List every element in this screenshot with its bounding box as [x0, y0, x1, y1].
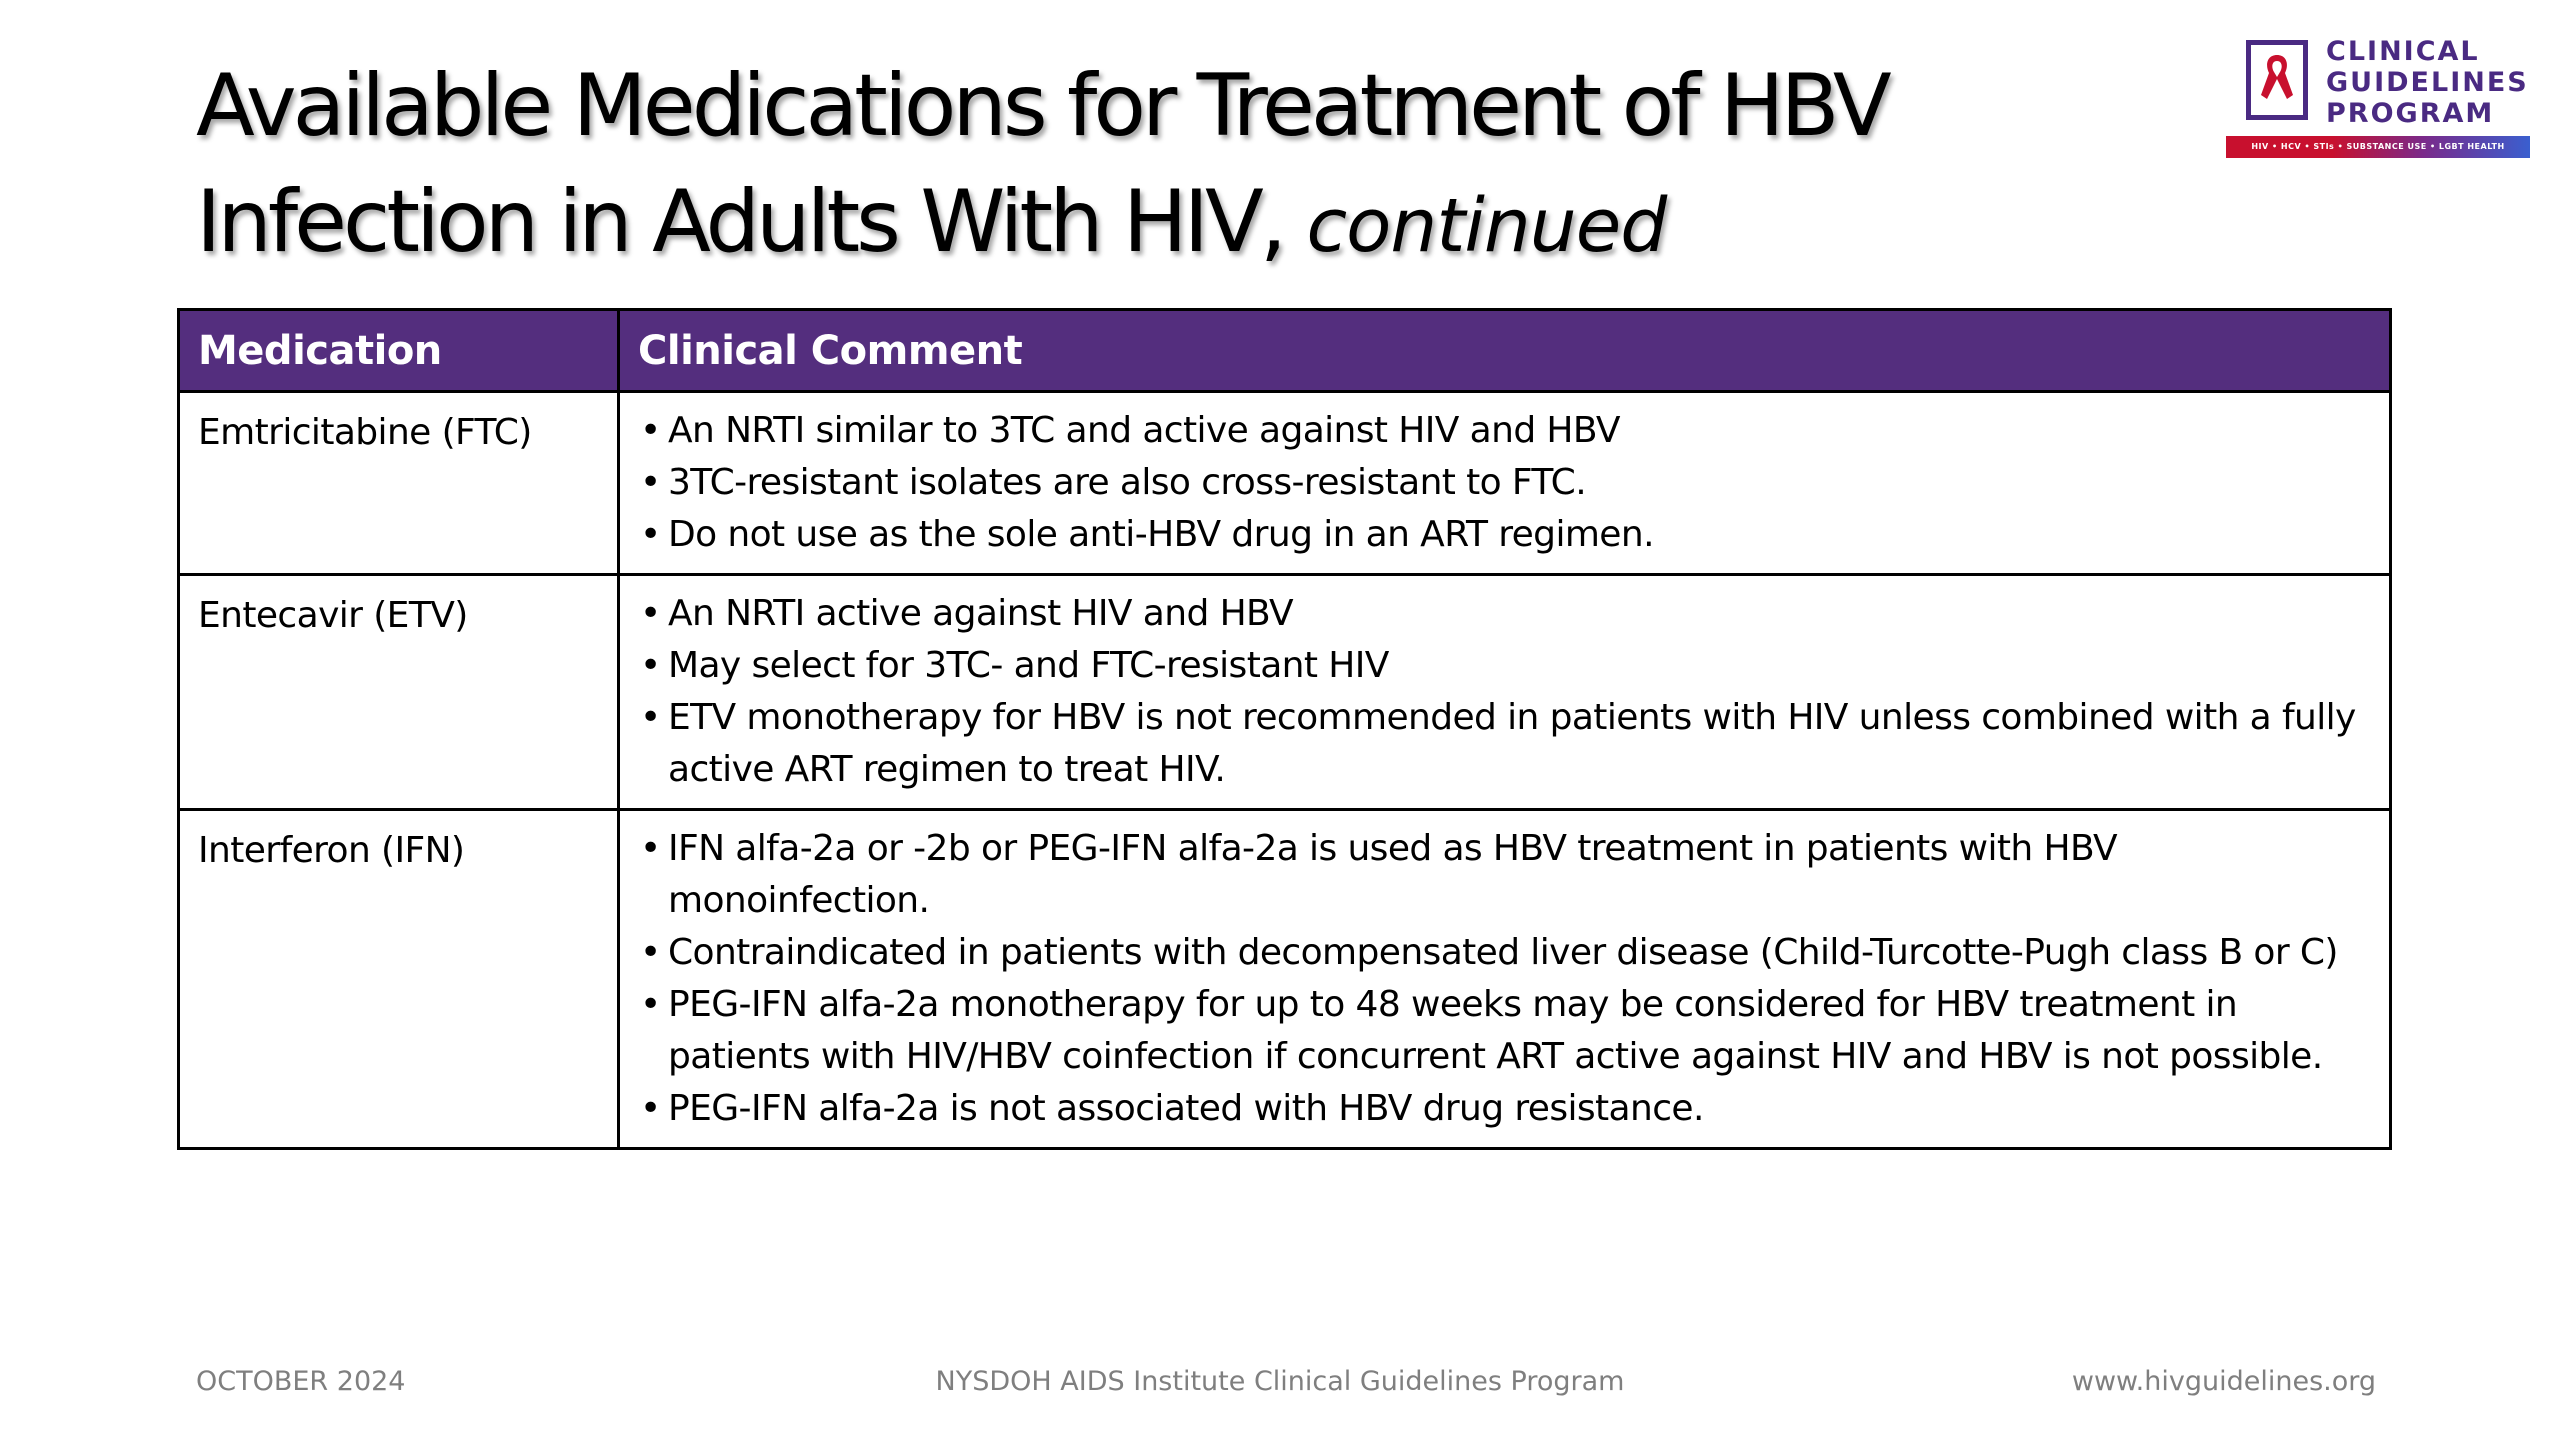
footer-date: OCTOBER 2024: [196, 1366, 406, 1397]
medication-table: [177, 308, 2392, 1150]
logo-line-program: PROGRAM: [2326, 98, 2495, 129]
table-header-row: [179, 310, 2391, 392]
slide-title-suffix: continued: [1306, 183, 1667, 269]
comment-list: [638, 823, 2371, 1135]
comment-list: [638, 588, 2371, 796]
comment-item: • 3TC-resistant isolates are also cross-resistant to FTC.: [638, 457, 2371, 509]
comment-item: • Contraindicated in patients with decompensated liver disease (Child-Turcotte-Pugh class B or C): [638, 927, 2371, 979]
comment-item: • An NRTI similar to 3TC and active against HIV and HBV: [638, 405, 2371, 457]
logo-wordmark: [2326, 36, 2529, 129]
comment-list: [638, 405, 2371, 561]
table-row: [179, 392, 2391, 575]
table-row: [179, 810, 2391, 1149]
header-clinical-comment: Clinical Comment: [619, 310, 2391, 392]
clinical-comment-cell: [619, 810, 2391, 1149]
footer-url[interactable]: www.hivguidelines.org: [2071, 1366, 2376, 1397]
footer-program: NYSDOH AIDS Institute Clinical Guidelines Program: [935, 1366, 1625, 1397]
slide-title: [196, 48, 2196, 284]
slide-title-main: Available Medications for Treatment of HBV Infection in Adults With HIV,: [196, 56, 1888, 272]
medication-name: Entecavir (ETV): [179, 575, 619, 810]
comment-item: • May select for 3TC- and FTC-resistant HIV: [638, 640, 2371, 692]
comment-item: • PEG-IFN alfa-2a monotherapy for up to 48 weeks may be considered for HBV treatment in patients with HIV/HBV coinfection if concurrent ART active against HIV and HBV is not possible.: [638, 979, 2371, 1083]
clinical-guidelines-program-logo: [2226, 36, 2530, 160]
comment-item: • PEG-IFN alfa-2a is not associated with HBV drug resistance.: [638, 1083, 2371, 1135]
header-medication: Medication: [179, 310, 619, 392]
logo-tagline-bar: HIV • HCV • STIs • SUBSTANCE USE • LGBT HEALTH: [2226, 136, 2530, 158]
comment-item: • IFN alfa-2a or -2b or PEG-IFN alfa-2a is used as HBV treatment in patients with HBV monoinfection.: [638, 823, 2371, 927]
logo-frame: [2246, 40, 2308, 120]
comment-item: • ETV monotherapy for HBV is not recommended in patients with HIV unless combined with a fully active ART regimen to treat HIV.: [638, 692, 2371, 796]
clinical-comment-cell: [619, 575, 2391, 810]
clinical-comment-cell: [619, 392, 2391, 575]
medication-name: Emtricitabine (FTC): [179, 392, 619, 575]
comment-item: • An NRTI active against HIV and HBV: [638, 588, 2371, 640]
table-row: [179, 575, 2391, 810]
logo-line-guidelines: GUIDELINES: [2326, 67, 2529, 98]
red-ribbon-icon: [2257, 51, 2297, 111]
medication-name: Interferon (IFN): [179, 810, 619, 1149]
comment-item: • Do not use as the sole anti-HBV drug in an ART regimen.: [638, 509, 2371, 561]
logo-line-clinical: CLINICAL: [2326, 36, 2480, 67]
